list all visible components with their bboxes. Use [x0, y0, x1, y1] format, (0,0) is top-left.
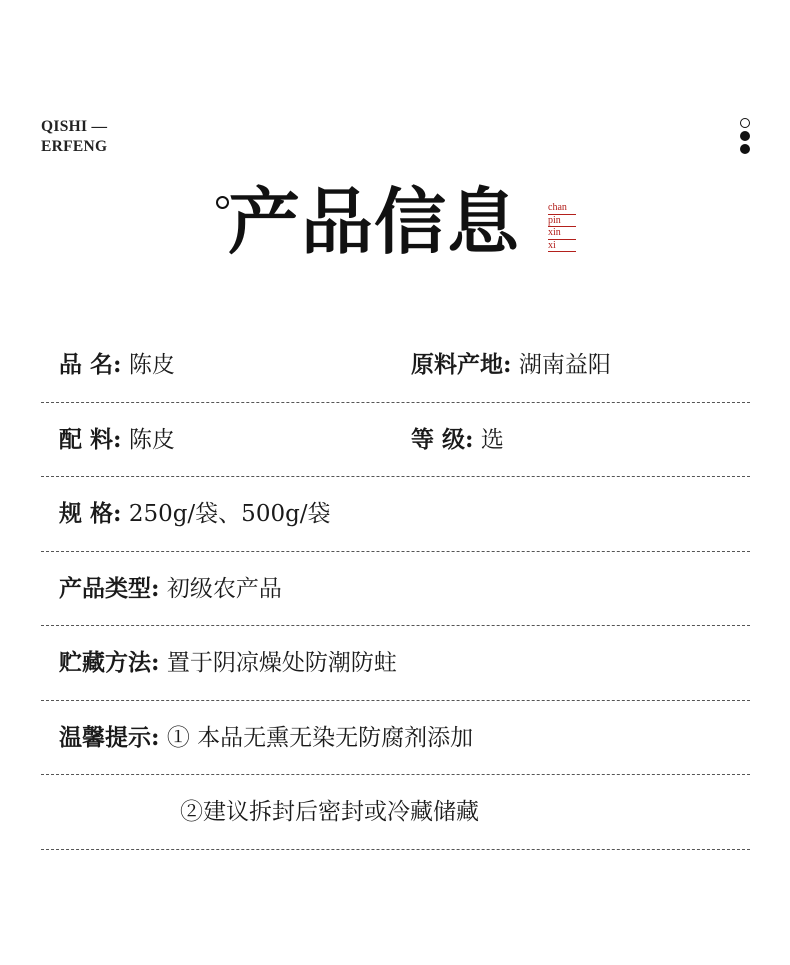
- pinyin-syllable: pin: [548, 215, 576, 228]
- storage-field: [59, 648, 397, 678]
- storage-label: 贮藏方法:: [59, 649, 160, 676]
- info-row-spec: [41, 477, 750, 552]
- pinyin-syllable: xin: [548, 227, 576, 240]
- title-pinyin: [548, 202, 576, 252]
- info-row-tips: [41, 701, 750, 776]
- origin-field: [411, 350, 611, 380]
- name-field: [59, 350, 175, 380]
- grade-label: 等 级:: [411, 425, 474, 453]
- type-value: 初级农产品: [166, 575, 282, 602]
- tips-label: 温馨提示:: [59, 723, 160, 751]
- brand-line-2: ERFENG: [41, 138, 108, 155]
- info-row-storage: [41, 626, 750, 701]
- ingredients-label: 配 料:: [59, 425, 122, 453]
- name-label: 品 名:: [59, 351, 122, 378]
- tips-value-2: ②建议拆封后密封或冷藏储藏: [180, 799, 479, 825]
- brand-line-1: QISHI —: [41, 118, 108, 135]
- grade-field: [411, 425, 504, 455]
- filled-dot-icon: [740, 131, 750, 141]
- tips-value-1: ① 本品无熏无染无防腐剂添加: [166, 724, 474, 751]
- filled-dot-icon: [740, 144, 750, 154]
- brand-logo: [41, 117, 107, 157]
- hollow-dot-icon: [740, 118, 750, 128]
- ingredients-value: 陈皮: [128, 426, 175, 453]
- pinyin-syllable: chan: [548, 202, 576, 215]
- info-row-tips-2: [41, 775, 750, 850]
- info-row-type: [41, 552, 750, 627]
- page-title: 产品信息: [228, 180, 521, 264]
- origin-value: 湖南益阳: [518, 352, 611, 378]
- product-info-table: [41, 328, 750, 850]
- type-label: 产品类型:: [59, 574, 160, 602]
- grade-value: 选: [480, 426, 504, 453]
- info-row-name-origin: [41, 328, 750, 403]
- storage-value: 置于阴凉燥处防潮防蛀: [166, 650, 397, 676]
- pinyin-syllable: xi: [548, 240, 576, 253]
- spec-value: 250g/袋、500g/袋: [128, 501, 331, 527]
- type-field: [59, 574, 282, 604]
- menu-dots-icon[interactable]: [740, 118, 750, 157]
- spec-field: [59, 499, 331, 529]
- spec-label: 规 格:: [59, 500, 122, 527]
- origin-label: 原料产地:: [411, 351, 512, 378]
- ingredients-field: [59, 425, 175, 455]
- name-value: 陈皮: [128, 352, 175, 378]
- tips-field: [59, 723, 473, 753]
- tips-field-2: [180, 797, 479, 827]
- info-row-ingredients-grade: [41, 403, 750, 478]
